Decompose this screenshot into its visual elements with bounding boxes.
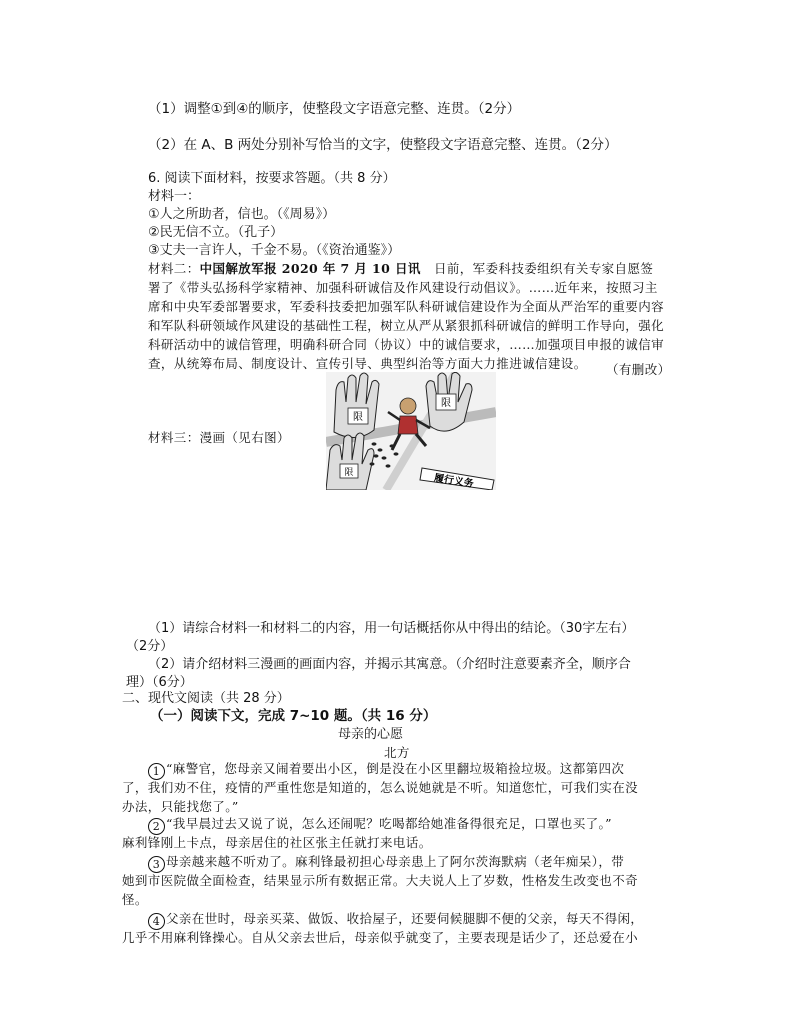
q6-title: 6. 阅读下面材料，按要求答题。（共 8 分） (148, 171, 396, 186)
material-2-source: 中国解放军报 2020 年 7 月 10 日讯 (199, 261, 421, 276)
paragraph-text: 几乎不用麻利锋操心。自从父亲去世后，母亲似乎就变了，主要表现是话少了，还总爱在小 (122, 930, 639, 945)
paragraph-line (148, 760, 624, 780)
story-author: 北方 (384, 745, 410, 760)
material-2-first-line (148, 260, 653, 278)
material-2-text: 日前，军委科技委组织有关专家自愿签 (433, 261, 654, 276)
material-1-item: ③丈夫一言许人，千金不易。（《资治通鉴》） (148, 243, 401, 258)
material-3-label: 材料三：漫画（见右图） (148, 430, 290, 445)
material-2-text: 和军队科研领域作风建设的基础性工程，树立从严从紧狠抓科研诚信的鲜明工作导向，强化 (148, 318, 665, 333)
material-2-note: （有删改） (606, 362, 671, 377)
paragraph-text: 她到市医院做全面检查，结果显示所有数据正常。大夫说人上了岁数，性格发生改变也不奇 (122, 873, 639, 888)
paragraph-text: 怪。 (122, 892, 148, 907)
paragraph-text: 了，我们劝不住，疫情的严重性您是知道的，怎么说她就是不听。知道您忙，可我们实在没 (122, 780, 639, 795)
material-2-text: 科研活动中的诚信管理，明确科研合同（协议）中的诚信要求，……加强项目申报的诚信审 (148, 337, 665, 352)
material-1-item: ①人之所助者，信也。（《周易》） (148, 207, 336, 222)
q6-task-1-score: （2分） (126, 639, 174, 654)
material-2-text: 席和中央军委部署要求，军委科技委把加强军队科研诚信建设作为全面从严治军的重要内容 (148, 299, 665, 314)
paragraph-number: 4 (148, 913, 165, 930)
paragraph-text: 父亲在世时，母亲买菜、做饭、收拾屋子，还要伺候腿脚不便的父亲，每天不得闲， (166, 911, 644, 926)
q5-subquestion-2: （2）在 A、B 两处分别补写恰当的文字，使整段文字语意完整、连贯。（2分） (148, 137, 618, 153)
material-1-item: ②民无信不立。（孔子） (148, 225, 284, 240)
palm-text: 限 (344, 468, 354, 478)
paragraph-text: “麻警官，您母亲又闹着要出小区，倒是没在小区里翻垃圾箱捡垃圾。这都第四次 (166, 761, 625, 776)
q6-task-2-cont: 理）（6分） (126, 675, 193, 690)
paragraph-text: 麻利锋刚上卡点，母亲居住的社区张主任就打来电话。 (122, 835, 432, 850)
story-title: 母亲的心愿 (338, 727, 404, 742)
q6-task-1: （1）请综合材料一和材料二的内容，用一句话概括你从中得出的结论。（30字左右） (148, 621, 635, 636)
banner-text: 履行义务 (433, 472, 475, 490)
palm-text: 限 (441, 398, 451, 409)
paragraph-line (148, 815, 612, 835)
paragraph-number: 2 (148, 818, 165, 835)
paragraph-text: “我早晨过去又说了说，怎么还闹呢？吃喝都给她准备得很充足，口罩也买了。” (166, 816, 612, 831)
paragraph-text: 办法，只能找您了。” (122, 799, 239, 814)
q5-subquestion-1: （1）调整①到④的顺序，使整段文字语意完整、连贯。（2分） (148, 101, 521, 117)
material-1-label: 材料一： (148, 189, 201, 204)
material-2-text: 署了《带头弘扬科学家精神、加强科研诚信及作风建设行动倡议》。……近年来，按照习主 (148, 280, 658, 295)
material-2-label: 材料二： (148, 261, 200, 276)
paragraph-number: 1 (148, 763, 165, 780)
palm-text: 限 (353, 412, 363, 423)
section-heading: 二、现代文阅读（共 28 分） (122, 691, 290, 706)
cartoon-image (326, 372, 496, 490)
paragraph-text: 母亲越来越不听劝了。麻利锋最初担心母亲患上了阿尔茨海默病（老年痴呆），带 (166, 854, 625, 869)
paragraph-line (148, 910, 643, 930)
raised-hand-icon (334, 373, 379, 438)
paragraph-number: 3 (148, 856, 165, 873)
q6-task-2: （2）请介绍材料三漫画的画面内容，并揭示其寓意。（介绍时注意要素齐全，顺序合 (148, 657, 631, 672)
part-heading: （一）阅读下文，完成 7~10 题。（共 16 分） (150, 708, 437, 724)
paragraph-line (148, 853, 624, 873)
material-2-text: 查，从统筹布局、制度设计、宣传引导、典型纠治等方面大力推进诚信建设。 (148, 356, 587, 371)
